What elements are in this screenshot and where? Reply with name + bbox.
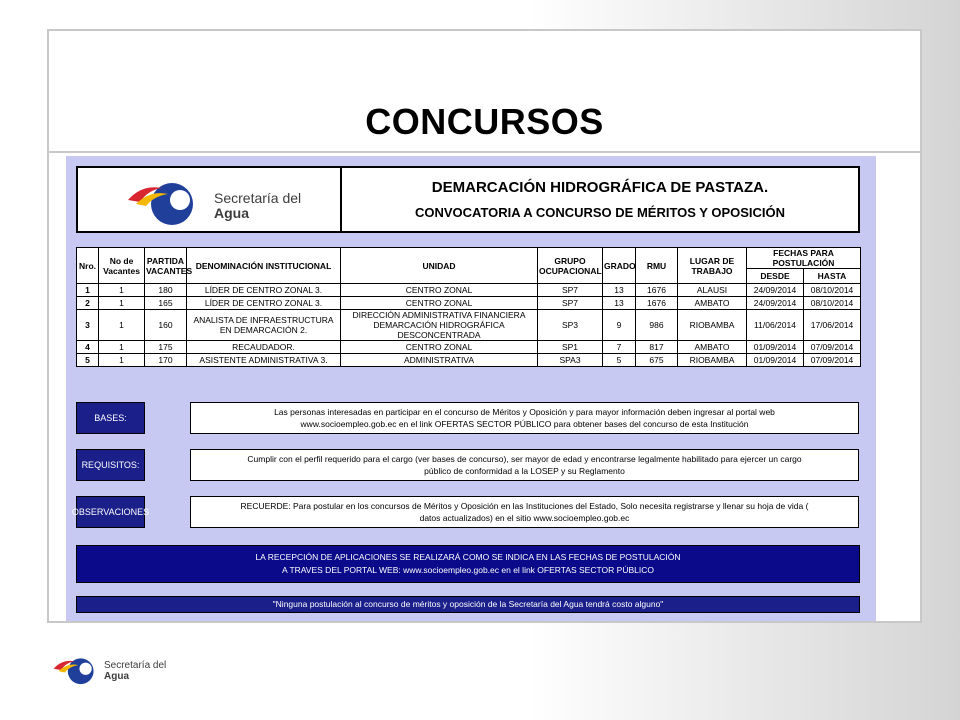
cell-vacantes: 1 — [99, 341, 145, 354]
cell-desde: 01/09/2014 — [747, 354, 804, 367]
cell-lugar: RIOBAMBA — [678, 354, 747, 367]
cell-vacantes: 1 — [99, 297, 145, 310]
cell-lugar: RIOBAMBA — [678, 310, 747, 341]
bottom-secretaria-agua-logo-icon — [50, 648, 104, 692]
col-header-lugar: LUGAR DE TRABAJO — [678, 248, 747, 284]
secretaria-agua-logo-icon — [122, 178, 210, 226]
cell-denominacion: ANALISTA DE INFRAESTRUCTURA EN DEMARCACIÓN 2. — [187, 310, 341, 341]
cell-denominacion: ASISTENTE ADMINISTRATIVA 3. — [187, 354, 341, 367]
table-row — [77, 354, 861, 367]
cell-nro: 2 — [77, 297, 99, 310]
bases-info-box — [190, 402, 859, 434]
cell-desde: 24/09/2014 — [747, 297, 804, 310]
header-logo-text — [214, 191, 301, 221]
cell-partida: 165 — [145, 297, 187, 310]
bases-label: BASES: — [76, 402, 145, 434]
cell-nro: 4 — [77, 341, 99, 354]
cell-hasta: 17/06/2014 — [804, 310, 861, 341]
cell-grupo: SP1 — [538, 341, 603, 354]
slide-title: CONCURSOS — [365, 101, 604, 142]
cell-unidad: CENTRO ZONAL — [341, 297, 538, 310]
table-row — [77, 341, 861, 354]
table-row — [77, 297, 861, 310]
cell-desde: 11/06/2014 — [747, 310, 804, 341]
bases-line2: www.socioempleo.gob.ec en el link OFERTAS SECTOR PÚBLICO para obtener bases del concurso de esta Institución — [300, 419, 749, 429]
banner-line1: LA RECEPCIÓN DE APLICACIONES SE REALIZARÁ COMO SE INDICA EN LAS FECHAS DE POSTULACIÓN — [255, 552, 681, 562]
cell-rmu: 986 — [636, 310, 678, 341]
logo-line2: Agua — [214, 205, 249, 221]
cell-grado: 5 — [603, 354, 636, 367]
cell-unidad: CENTRO ZONAL — [341, 284, 538, 297]
sheet-header — [76, 166, 860, 233]
vacancies-table — [76, 247, 861, 367]
requisitos-label: REQUISITOS: — [76, 449, 145, 481]
col-header-grupo: GRUPO OCUPACIONAL — [538, 248, 603, 284]
col-header-hasta: HASTA — [804, 269, 861, 284]
cell-nro: 3 — [77, 310, 99, 341]
cell-denominacion: LÍDER DE CENTRO ZONAL 3. — [187, 297, 341, 310]
header-title: DEMARCACIÓN HIDROGRÁFICA DE PASTAZA. — [431, 179, 769, 196]
cell-nro: 5 — [77, 354, 99, 367]
cell-rmu: 675 — [636, 354, 678, 367]
title-divider — [49, 151, 920, 153]
bottom-logo-line2: Agua — [104, 671, 129, 682]
cell-nro: 1 — [77, 284, 99, 297]
col-header-nro: Nro. — [77, 248, 99, 284]
banner-line2: A TRAVES DEL PORTAL WEB: www.socioempleo.gob.ec en el link OFERTAS SECTOR PÚBLICO — [282, 565, 654, 575]
col-header-rmu: RMU — [636, 248, 678, 284]
cell-vacantes: 1 — [99, 310, 145, 341]
cell-vacantes: 1 — [99, 284, 145, 297]
cell-rmu: 1676 — [636, 284, 678, 297]
cell-lugar: AMBATO — [678, 341, 747, 354]
cell-hasta: 08/10/2014 — [804, 284, 861, 297]
no-cost-note: "Ninguna postulación al concurso de méritos y oposición de la Secretaría del Agua tendrá costo alguno" — [76, 596, 860, 613]
cell-partida: 180 — [145, 284, 187, 297]
cell-partida: 170 — [145, 354, 187, 367]
bottom-logo-line1: Secretaría del — [104, 660, 167, 671]
observaciones-label: OBSERVACIONES — [76, 496, 145, 528]
logo-line1: Secretaría del — [214, 190, 302, 206]
cell-grado: 13 — [603, 284, 636, 297]
cell-rmu: 817 — [636, 341, 678, 354]
header-subtitle: CONVOCATORIA A CONCURSO DE MÉRITOS Y OPOSICIÓN — [414, 205, 786, 220]
requisitos-line1: Cumplir con el perfil requerido para el cargo (ver bases de concurso), ser mayor de edad y encontrarse legalmente habilitado para ejercer un cargo — [247, 454, 802, 464]
header-titles — [342, 168, 858, 231]
col-header-unidad: UNIDAD — [341, 248, 538, 284]
cell-denominacion: RECAUDADOR. — [187, 341, 341, 354]
cell-lugar: AMBATO — [678, 297, 747, 310]
cell-denominacion: LÍDER DE CENTRO ZONAL 3. — [187, 284, 341, 297]
cell-hasta: 07/09/2014 — [804, 354, 861, 367]
cell-partida: 175 — [145, 341, 187, 354]
cell-grado: 9 — [603, 310, 636, 341]
observaciones-line1: RECUERDE: Para postular en los concursos de Méritos y Oposición en las Instituciones del Estado, Solo necesita registrarse y llenar su hoja de vida ( — [240, 501, 809, 511]
cell-rmu: 1676 — [636, 297, 678, 310]
cell-grupo: SP7 — [538, 297, 603, 310]
col-header-vacantes: No de Vacantes — [99, 248, 145, 284]
requisitos-line2: público de conformidad a la LOSEP y su Reglamento — [424, 466, 625, 476]
cell-unidad: DIRECCIÓN ADMINISTRATIVA FINANCIERA DEMARCACIÓN HIDROGRÁFICA DESCONCENTRADA — [341, 310, 538, 341]
bases-line1: Las personas interesadas en participar en el concurso de Méritos y Oposición y para mayor información deben ingresar al portal web — [274, 407, 775, 417]
cell-lugar: ALAUSI — [678, 284, 747, 297]
cell-grado: 7 — [603, 341, 636, 354]
cell-hasta: 07/09/2014 — [804, 341, 861, 354]
observaciones-info-box — [190, 496, 859, 528]
bottom-logo-text — [104, 660, 166, 682]
col-header-desde: DESDE — [747, 269, 804, 284]
cell-unidad: CENTRO ZONAL — [341, 341, 538, 354]
col-header-grado: GRADO — [603, 248, 636, 284]
table-row — [77, 310, 861, 341]
cell-grupo: SPA3 — [538, 354, 603, 367]
cell-partida: 160 — [145, 310, 187, 341]
cell-desde: 24/09/2014 — [747, 284, 804, 297]
observaciones-line2: datos actualizados) en el sitio www.socioempleo.gob.ec — [419, 513, 630, 523]
cell-grupo: SP7 — [538, 284, 603, 297]
cell-desde: 01/09/2014 — [747, 341, 804, 354]
cell-grado: 13 — [603, 297, 636, 310]
requisitos-info-box — [190, 449, 859, 481]
cell-grupo: SP3 — [538, 310, 603, 341]
cell-unidad: ADMINISTRATIVA — [341, 354, 538, 367]
col-header-denominacion: DENOMINACIÓN INSTITUCIONAL — [187, 248, 341, 284]
col-header-fechas: FECHAS PARA POSTULACIÓN — [747, 248, 861, 269]
announcement-sheet — [66, 156, 876, 621]
col-header-partida: PARTIDA VACANTES — [145, 248, 187, 284]
cell-hasta: 08/10/2014 — [804, 297, 861, 310]
table-row — [77, 284, 861, 297]
reception-banner — [76, 545, 860, 583]
header-logo — [78, 168, 342, 231]
cell-vacantes: 1 — [99, 354, 145, 367]
